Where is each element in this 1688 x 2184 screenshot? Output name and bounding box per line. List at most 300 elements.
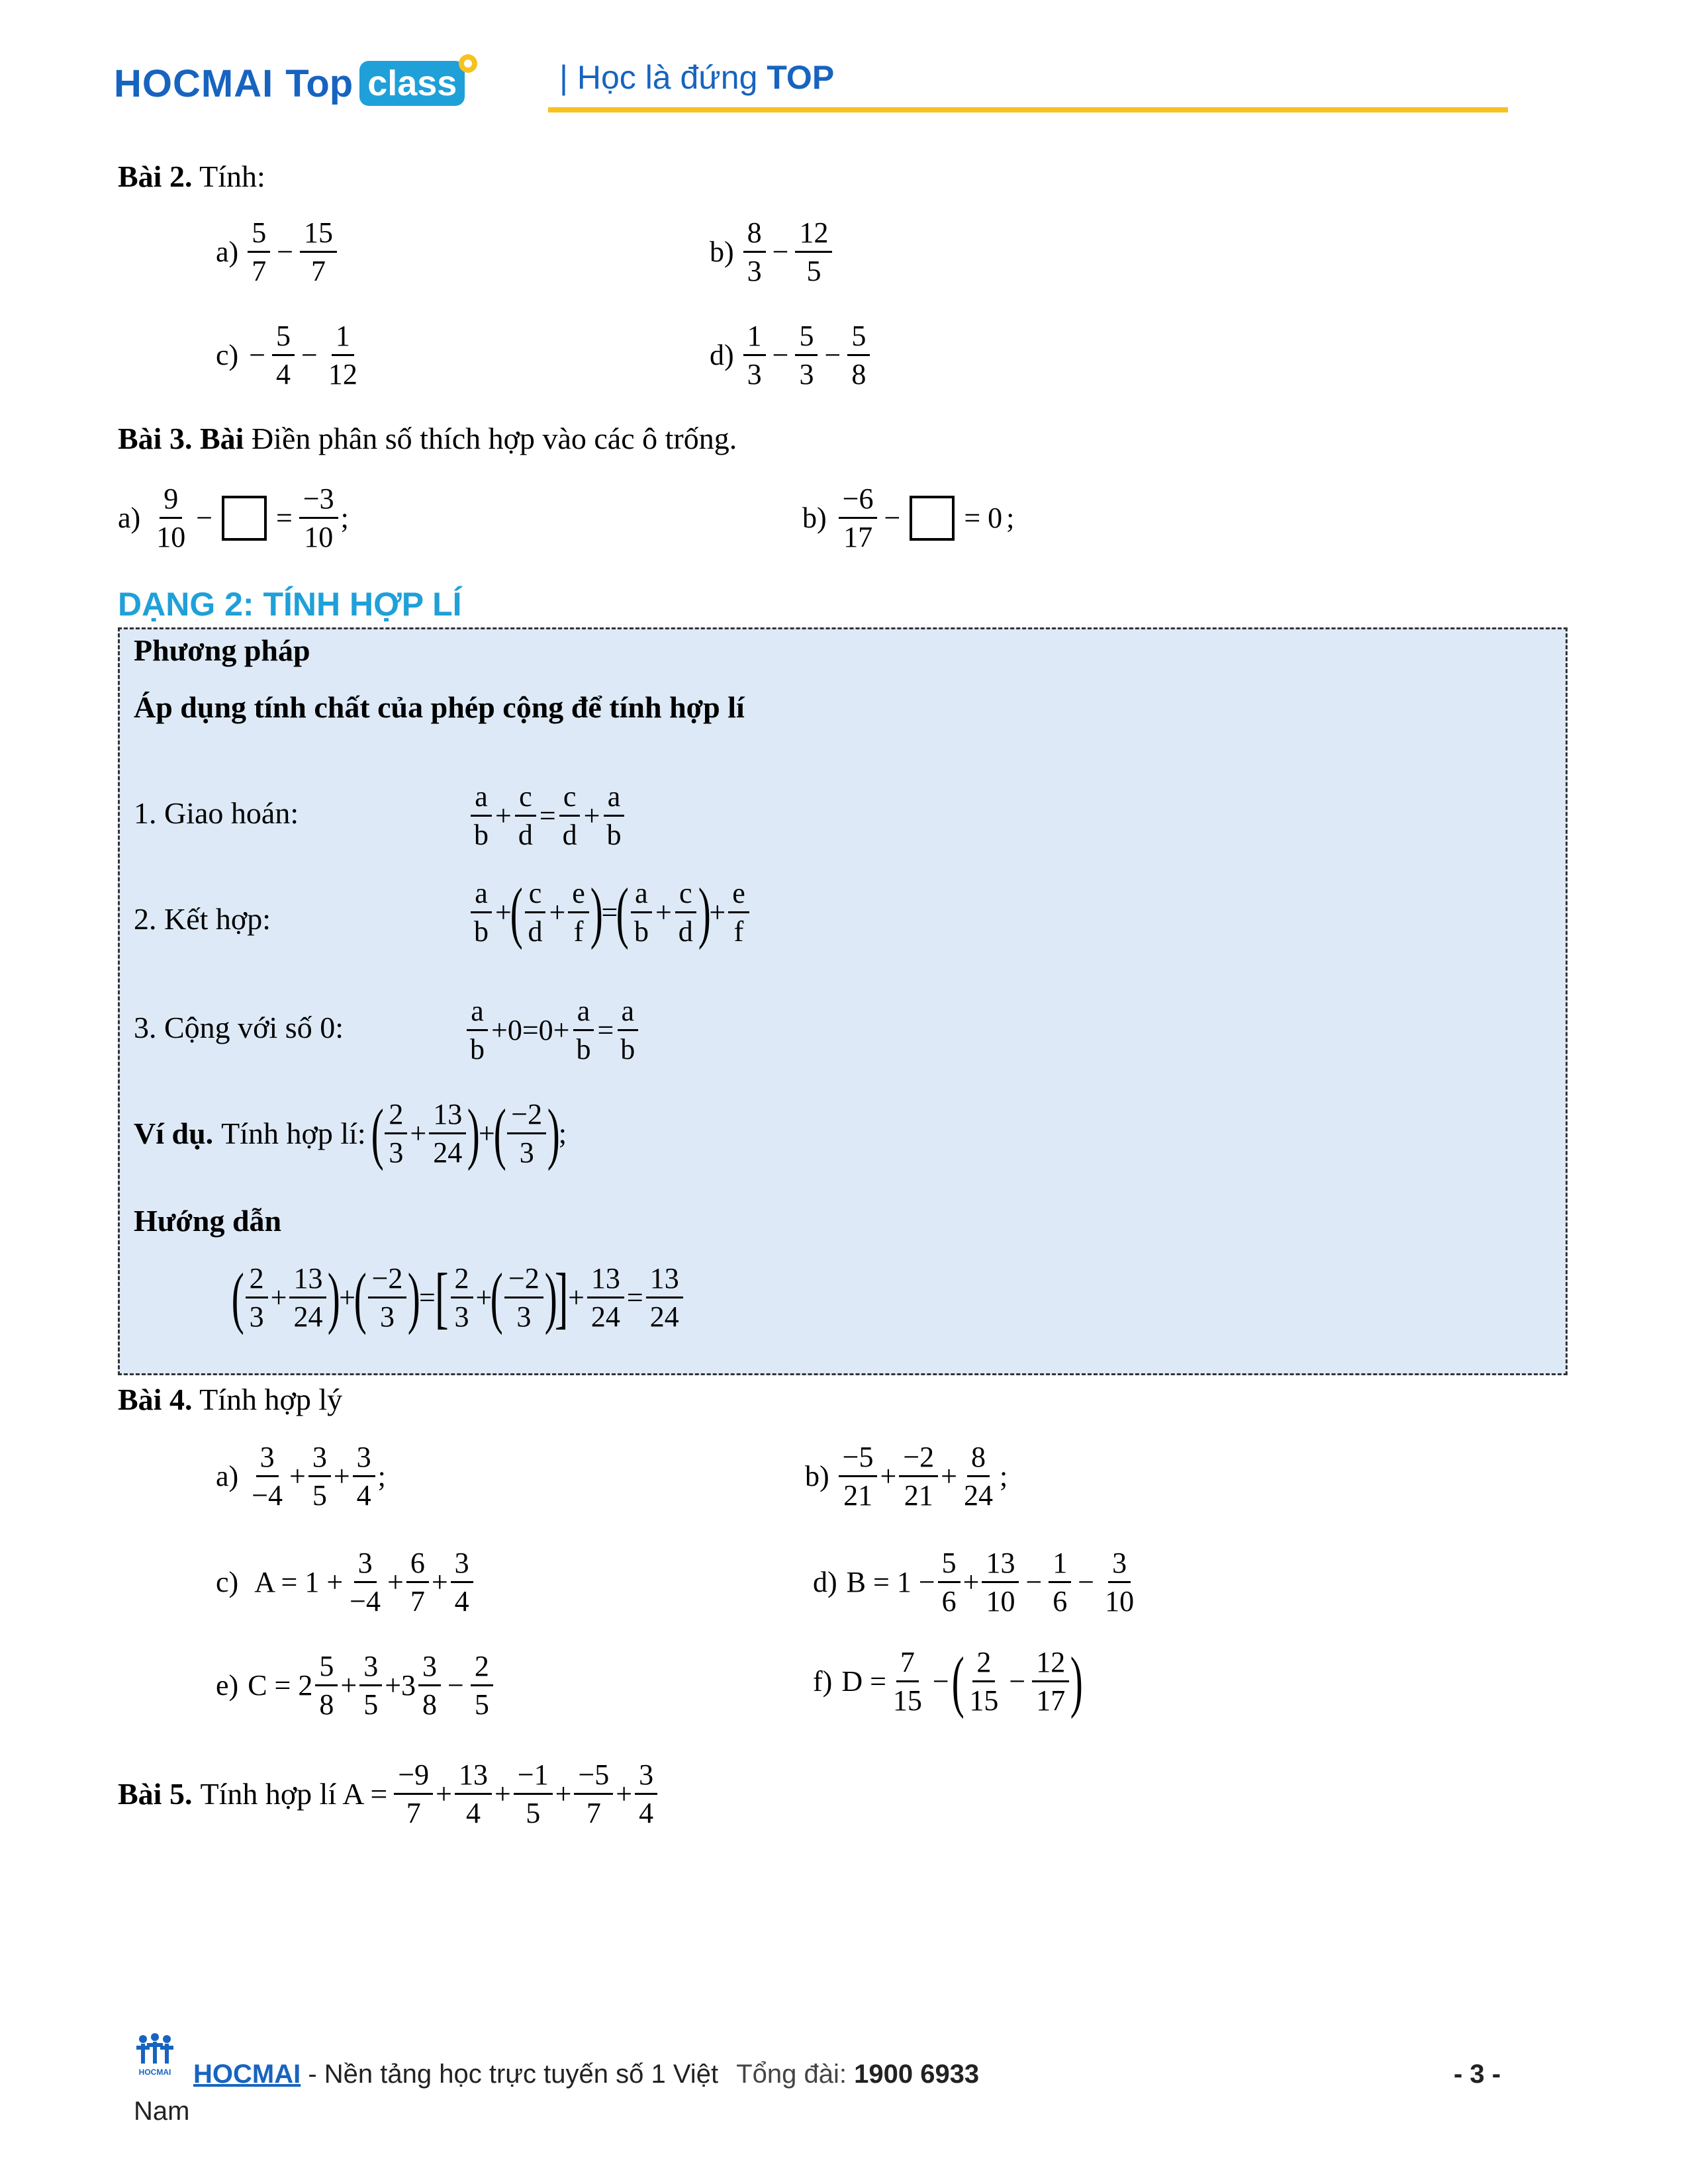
denominator: 17 — [1036, 1684, 1066, 1717]
semicolon: ; — [1006, 501, 1015, 534]
fraction — [451, 1545, 473, 1619]
denominator: 8 — [319, 1688, 334, 1721]
plus: + — [709, 895, 726, 929]
numerator: 13 — [587, 1260, 624, 1298]
numerator: 12 — [1032, 1644, 1069, 1682]
left-paren: ( — [510, 874, 523, 950]
fraction — [728, 875, 749, 950]
denominator: 15 — [892, 1684, 922, 1717]
property-commutative-label: 1. Giao hoán: — [134, 796, 299, 830]
numerator: a — [471, 875, 492, 913]
fraction — [429, 1096, 466, 1171]
logo-class-badge: class — [359, 61, 465, 106]
left-paren: ( — [951, 1643, 964, 1719]
denominator: −4 — [252, 1479, 283, 1512]
numerator: 3 — [635, 1756, 657, 1795]
denominator: 6 — [941, 1585, 957, 1617]
method-subtitle: Áp dụng tính chất của phép cộng để tính hợp lí — [134, 690, 745, 724]
denominator: 3 — [389, 1136, 404, 1169]
semicolon: ; — [558, 1116, 567, 1150]
plus: + — [616, 1777, 633, 1810]
operator: − — [772, 235, 789, 268]
fraction — [272, 318, 295, 392]
plus: + — [495, 895, 512, 929]
fraction — [743, 318, 766, 392]
numerator: e — [728, 875, 749, 913]
numerator: 13 — [646, 1260, 683, 1298]
equals-zero: = 0 — [964, 501, 1003, 534]
bai5 — [118, 1756, 660, 1831]
fraction — [299, 480, 338, 555]
right-bracket: ] — [555, 1259, 569, 1336]
fraction — [635, 1756, 657, 1831]
plus: + — [494, 1777, 511, 1810]
example-label: Ví dụ. — [134, 1116, 214, 1150]
plus: + — [880, 1459, 897, 1492]
numerator: c — [525, 875, 546, 913]
plus: + — [555, 1777, 572, 1810]
bai4-f — [813, 1644, 1082, 1719]
label: a) — [216, 1459, 239, 1492]
denominator: b — [576, 1033, 591, 1066]
denominator: 3 — [747, 358, 762, 390]
operator: − — [772, 338, 789, 371]
numerator: 5 — [272, 318, 295, 356]
denominator: 5 — [363, 1688, 379, 1721]
numerator: 13 — [289, 1260, 326, 1298]
bai4-heading — [118, 1385, 342, 1415]
bai4-title: Bài 4. — [118, 1383, 193, 1416]
numerator: 9 — [160, 480, 182, 519]
fraction — [1049, 1545, 1071, 1619]
left-paren: ( — [491, 1259, 504, 1336]
bai3-b — [802, 480, 1014, 555]
fraction — [248, 214, 270, 289]
bai5-title: Bài 5. — [118, 1776, 193, 1811]
mixed-whole: 3 — [401, 1668, 416, 1702]
numerator: 2 — [972, 1644, 995, 1682]
fraction — [960, 1439, 997, 1514]
numerator: 12 — [795, 214, 832, 253]
denominator: −4 — [350, 1585, 381, 1617]
numerator: 5 — [248, 214, 270, 253]
logo-star-icon — [457, 52, 479, 75]
denominator: 3 — [249, 1300, 264, 1333]
right-paren: ) — [328, 1259, 341, 1336]
plus: + — [436, 1777, 452, 1810]
fraction — [394, 1756, 433, 1831]
fraction — [368, 1260, 407, 1335]
right-paren: ) — [698, 874, 711, 950]
bai2-a — [216, 214, 340, 289]
fraction — [965, 1644, 1002, 1719]
bai4-text: Tính hợp lý — [199, 1383, 343, 1416]
hotline-number: 1900 6933 — [854, 2060, 980, 2089]
plus-zero: +0=0+ — [491, 1013, 570, 1046]
semicolon: ; — [999, 1459, 1008, 1492]
fraction — [982, 1545, 1019, 1619]
answer-box[interactable] — [222, 496, 267, 541]
denominator: 4 — [356, 1479, 371, 1512]
label: c) — [216, 1565, 239, 1598]
plus: + — [387, 1565, 404, 1598]
fraction — [315, 1648, 338, 1723]
denominator: b — [606, 819, 622, 851]
denominator: 5 — [806, 255, 821, 287]
operator: − — [301, 338, 318, 371]
denominator: 24 — [433, 1136, 463, 1169]
fraction — [514, 1756, 553, 1831]
equals: = — [597, 1013, 614, 1046]
bai2-text: Tính: — [199, 159, 265, 193]
numerator: 1 — [1049, 1545, 1071, 1583]
denominator: 7 — [406, 1797, 421, 1829]
numerator: 3 — [256, 1439, 279, 1477]
fraction — [574, 1756, 613, 1831]
numerator: −2 — [504, 1260, 543, 1298]
operator: − — [884, 501, 901, 534]
answer-box[interactable] — [910, 496, 955, 541]
plus: + — [431, 1565, 448, 1598]
denominator: d — [678, 915, 693, 948]
guide-solution — [233, 1260, 686, 1335]
denominator: 4 — [454, 1585, 469, 1617]
left-paren: ( — [231, 1259, 244, 1336]
denominator: b — [633, 915, 649, 948]
dang2-heading: DẠNG 2: TÍNH HỢP LÍ — [118, 586, 462, 623]
numerator: 3 — [353, 1439, 375, 1477]
bai4-a — [216, 1439, 386, 1514]
bai4-e — [216, 1648, 496, 1723]
plus: + — [385, 1668, 402, 1702]
numerator: c — [515, 778, 536, 817]
fraction — [646, 1260, 683, 1335]
minus: − — [1009, 1664, 1026, 1698]
footer-tagline: - Nền tảng học trực tuyến số 1 Việt — [308, 2060, 719, 2089]
numerator: a — [604, 778, 625, 817]
fraction — [743, 214, 766, 289]
denominator: 12 — [328, 358, 357, 390]
numerator: a — [573, 993, 594, 1031]
property-associative-label: 2. Kết hợp: — [134, 902, 271, 936]
page-number: - 3 - — [1454, 2060, 1501, 2089]
numerator: 13 — [455, 1756, 492, 1795]
left-paren: ( — [371, 1095, 384, 1171]
label: d) — [710, 338, 734, 371]
numerator: 6 — [406, 1545, 429, 1583]
label: d) — [813, 1565, 837, 1598]
fraction — [466, 993, 489, 1068]
equals: = — [419, 1281, 436, 1314]
numerator: 2 — [451, 1260, 473, 1298]
label: e) — [216, 1668, 239, 1702]
fraction — [470, 778, 492, 853]
denominator: b — [620, 1033, 635, 1066]
numerator: −2 — [899, 1439, 938, 1477]
numerator: −9 — [394, 1756, 433, 1795]
denominator: 5 — [526, 1797, 541, 1829]
numerator: 3 — [451, 1545, 473, 1583]
property-associative-formula — [467, 875, 752, 950]
numerator: 3 — [1108, 1545, 1131, 1583]
numerator: e — [568, 875, 589, 913]
fraction — [418, 1648, 441, 1723]
denominator: 24 — [649, 1300, 679, 1333]
bai3-heading — [118, 424, 737, 454]
tagline-bold: TOP — [767, 59, 835, 96]
denominator: 10 — [1105, 1585, 1135, 1617]
numerator: 2 — [471, 1648, 493, 1686]
fraction — [587, 1260, 624, 1335]
denominator: 24 — [590, 1300, 620, 1333]
header-divider — [548, 107, 1508, 113]
equals: = — [626, 1281, 643, 1314]
fraction — [346, 1545, 385, 1619]
numerator: −2 — [507, 1096, 546, 1134]
footer-logo — [130, 2033, 180, 2077]
logo-top-text: Top — [285, 62, 353, 105]
denominator: b — [474, 915, 489, 948]
numerator: 8 — [743, 214, 766, 253]
label: b) — [710, 235, 734, 268]
footer-tagline-cont: Nam — [134, 2097, 190, 2126]
denominator: 24 — [293, 1300, 323, 1333]
fraction — [795, 318, 818, 392]
numerator: a — [471, 778, 492, 817]
fraction — [616, 993, 639, 1068]
fraction — [847, 318, 870, 392]
equals: = — [539, 799, 556, 832]
fraction — [559, 778, 581, 853]
plus: + — [495, 799, 512, 832]
prefix: C = 2 — [248, 1668, 313, 1702]
prefix: B = 1 − — [846, 1565, 935, 1598]
fraction — [839, 480, 878, 555]
plus: + — [941, 1459, 957, 1492]
numerator: 2 — [385, 1096, 407, 1134]
numerator: −5 — [839, 1439, 878, 1477]
hotline-label: Tổng đài: — [736, 2060, 847, 2089]
denominator: 4 — [639, 1797, 654, 1829]
plus: + — [655, 895, 672, 929]
guide-label: Hướng dẫn — [134, 1204, 282, 1238]
fraction — [1032, 1644, 1069, 1719]
minus: − — [1025, 1565, 1043, 1598]
numerator: 3 — [354, 1545, 377, 1583]
numerator: c — [559, 778, 581, 817]
right-paren: ) — [408, 1259, 421, 1336]
numerator: 3 — [308, 1439, 331, 1477]
plus: + — [549, 895, 566, 929]
plus: + — [340, 1668, 357, 1702]
numerator: 5 — [315, 1648, 338, 1686]
numerator: 7 — [896, 1644, 919, 1682]
bai4-b — [805, 1439, 1008, 1514]
label: b) — [805, 1459, 829, 1492]
fraction — [471, 1648, 493, 1723]
denominator: 10 — [304, 521, 334, 553]
fraction — [246, 1260, 268, 1335]
numerator: −6 — [839, 480, 878, 519]
operator: − — [196, 501, 213, 534]
fraction — [308, 1439, 331, 1514]
numerator: a — [467, 993, 488, 1031]
footer-brand-link[interactable]: HOCMAI — [193, 2060, 301, 2089]
property-zero-formula — [463, 993, 641, 1068]
right-paren: ) — [590, 874, 603, 950]
denominator: 7 — [252, 255, 267, 287]
denominator: 3 — [519, 1136, 534, 1169]
bai2-heading — [118, 161, 265, 192]
bai4-d — [813, 1545, 1141, 1619]
fraction — [470, 875, 492, 950]
brand-logo — [114, 57, 479, 110]
denominator: 4 — [465, 1797, 481, 1829]
numerator: −2 — [368, 1260, 407, 1298]
right-paren: ) — [544, 1259, 557, 1336]
fraction — [524, 875, 546, 950]
minus: − — [932, 1664, 949, 1698]
denominator: 10 — [986, 1585, 1015, 1617]
equals: = — [276, 501, 293, 534]
bai2-c — [216, 318, 364, 392]
property-commutative-formula — [467, 778, 628, 853]
fraction — [504, 1260, 543, 1335]
minus-sign: − — [249, 338, 266, 371]
tagline-prefix: | Học là đứng — [559, 59, 758, 96]
fraction — [455, 1756, 492, 1831]
plus: + — [568, 1281, 585, 1314]
fraction — [451, 1260, 473, 1335]
numerator: a — [618, 993, 639, 1031]
numerator: 5 — [847, 318, 870, 356]
fraction — [385, 1096, 407, 1171]
minus: − — [1078, 1565, 1095, 1598]
fraction — [152, 480, 189, 555]
denominator: 3 — [799, 358, 814, 390]
denominator: 4 — [276, 358, 291, 390]
label: a) — [118, 501, 141, 534]
denominator: f — [733, 915, 744, 948]
plus: + — [270, 1281, 287, 1314]
denominator: 21 — [904, 1479, 933, 1512]
example — [134, 1096, 567, 1171]
label: f) — [813, 1664, 833, 1698]
numerator: 3 — [418, 1648, 441, 1686]
fraction — [1101, 1545, 1138, 1619]
plus: + — [289, 1459, 306, 1492]
denominator: 5 — [312, 1479, 327, 1512]
fraction — [889, 1644, 926, 1719]
numerator: 5 — [795, 318, 818, 356]
denominator: 5 — [474, 1688, 489, 1721]
denominator: d — [528, 915, 543, 948]
numerator: 15 — [300, 214, 337, 253]
numerator: −3 — [299, 480, 338, 519]
footer-logo-text: HOCMAI — [138, 2068, 171, 2077]
fraction — [248, 1439, 287, 1514]
property-zero-label: 3. Cộng với số 0: — [134, 1011, 344, 1044]
right-paren: ) — [467, 1095, 481, 1171]
denominator: 17 — [843, 521, 873, 553]
right-paren: ) — [1070, 1643, 1084, 1719]
plus: + — [475, 1281, 492, 1314]
numerator: a — [631, 875, 652, 913]
denominator: b — [474, 819, 489, 851]
denominator: 8 — [422, 1688, 438, 1721]
minus: − — [447, 1668, 464, 1702]
denominator: 3 — [454, 1300, 469, 1333]
left-paren: ( — [616, 874, 630, 950]
denominator: b — [470, 1033, 485, 1066]
fraction — [795, 214, 832, 289]
fraction — [899, 1439, 938, 1514]
bai2-b — [710, 214, 835, 289]
denominator: 3 — [747, 255, 762, 287]
bai5-text: Tính hợp lí A = — [200, 1776, 388, 1811]
bai2-title: Bài 2. — [118, 159, 193, 193]
bai3-text: Điền phân số thích hợp vào các ô trống. — [251, 422, 737, 455]
label: c) — [216, 338, 239, 371]
fraction — [938, 1545, 961, 1619]
numerator: 5 — [938, 1545, 961, 1583]
label: a) — [216, 235, 239, 268]
denominator: 24 — [963, 1479, 993, 1512]
operator: − — [824, 338, 841, 371]
plus: + — [478, 1116, 495, 1150]
prefix: D = — [841, 1664, 886, 1698]
fraction — [514, 778, 537, 853]
left-paren: ( — [493, 1095, 506, 1171]
fraction — [675, 875, 697, 950]
numerator: 3 — [359, 1648, 382, 1686]
footer-line — [193, 2060, 979, 2089]
numerator: 13 — [982, 1545, 1019, 1583]
numerator: 1 — [332, 318, 354, 356]
people-icon — [130, 2033, 180, 2068]
equals: = — [601, 895, 618, 929]
fraction — [839, 1439, 878, 1514]
fraction — [602, 778, 625, 853]
denominator: 10 — [156, 521, 186, 553]
plus: + — [339, 1281, 355, 1314]
numerator: −1 — [514, 1756, 553, 1795]
denominator: 3 — [516, 1300, 532, 1333]
right-paren: ) — [547, 1095, 560, 1171]
bai3-title: Bài 3. — [118, 422, 193, 455]
left-paren: ( — [353, 1259, 367, 1336]
denominator: 21 — [843, 1479, 873, 1512]
plus: + — [583, 799, 600, 832]
denominator: 3 — [379, 1300, 395, 1333]
semicolon: ; — [377, 1459, 386, 1492]
denominator: 8 — [851, 358, 867, 390]
denominator: d — [518, 819, 533, 851]
denominator: 7 — [410, 1585, 425, 1617]
header-tagline — [559, 58, 834, 97]
fraction — [300, 214, 337, 289]
method-title: Phương pháp — [134, 633, 310, 667]
numerator: 2 — [246, 1260, 268, 1298]
fraction — [324, 318, 361, 392]
bai3-a — [118, 480, 349, 555]
fraction — [353, 1439, 375, 1514]
fraction — [359, 1648, 382, 1723]
fraction — [507, 1096, 546, 1171]
fraction — [406, 1545, 429, 1619]
denominator: 7 — [311, 255, 326, 287]
fraction — [630, 875, 653, 950]
